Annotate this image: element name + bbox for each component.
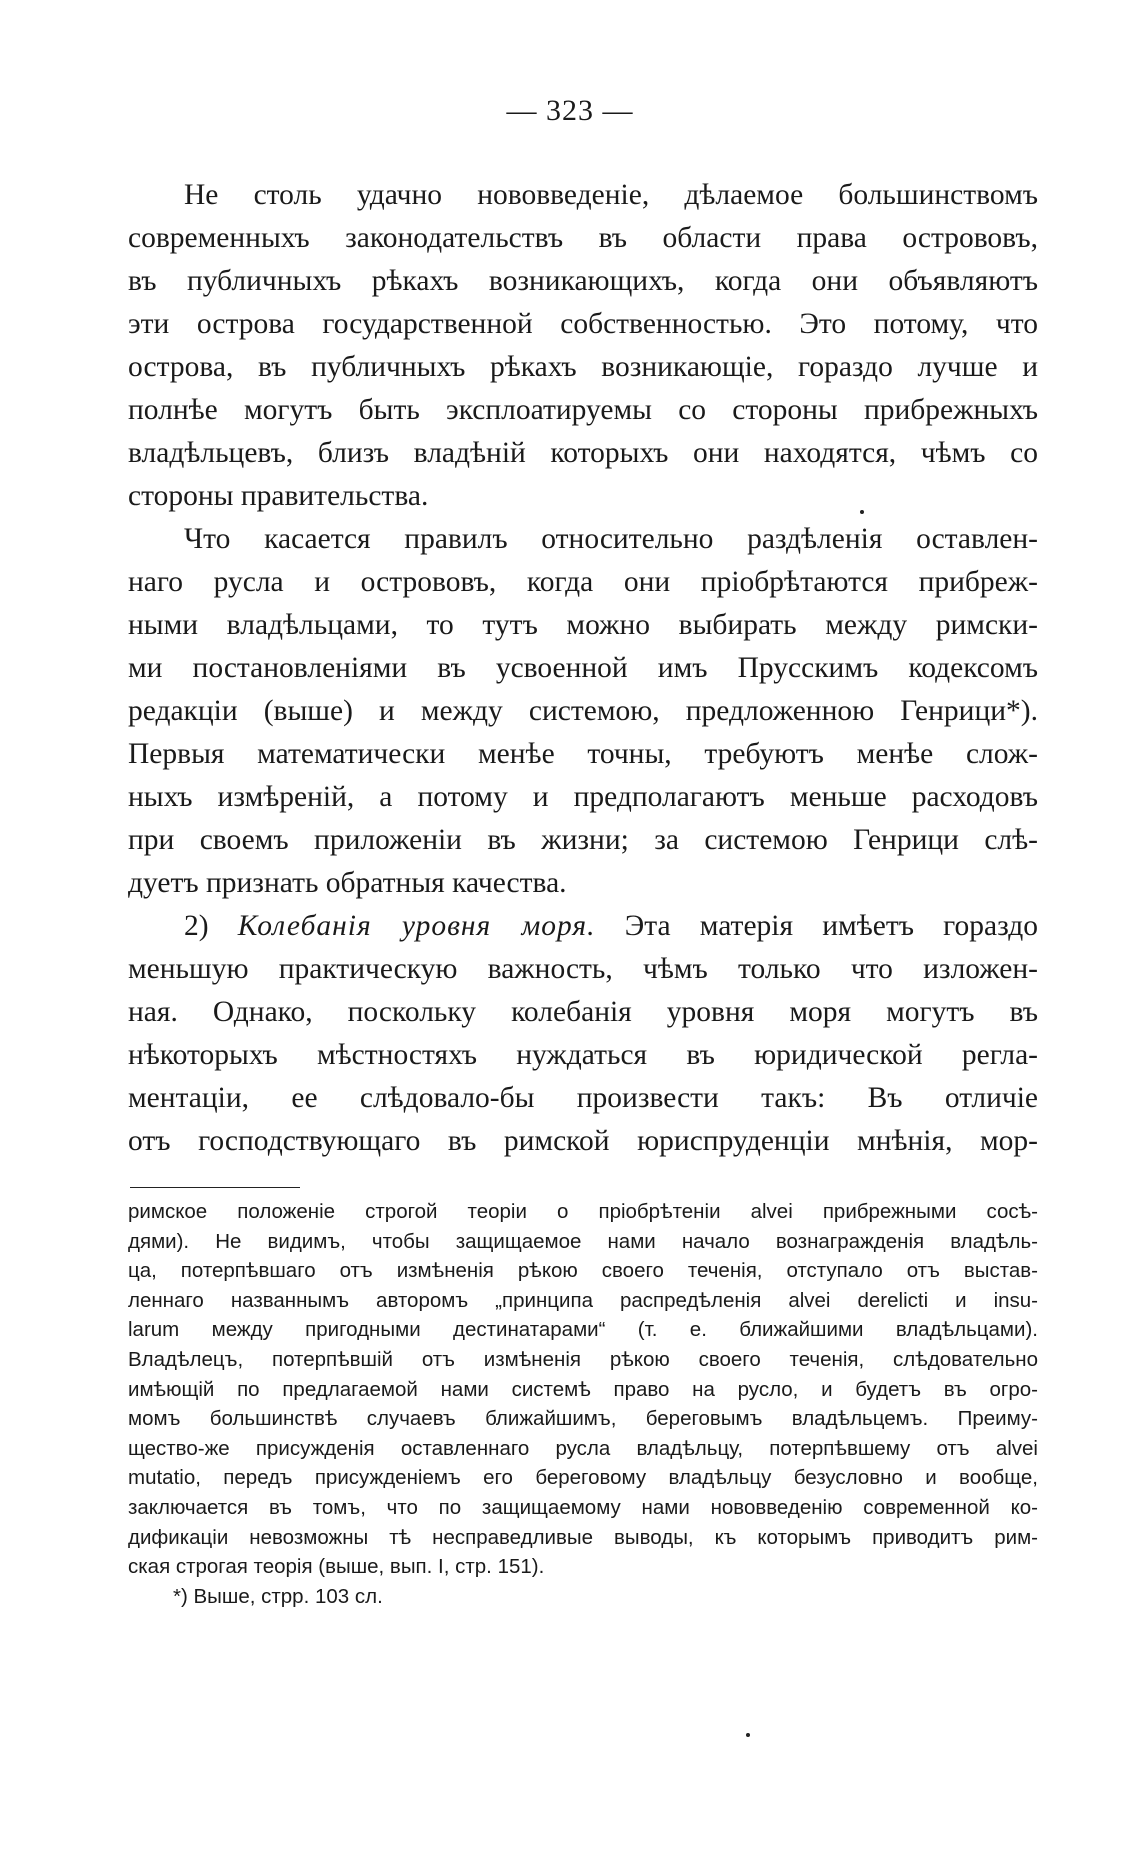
asterisk-footnote: *) Выше, стрр. 103 сл. [173,1584,383,1608]
footnote-line: ская строгая теорія (выше, вып. I, стр. 151). [128,1555,545,1579]
text-line: дуетъ признать обратныя качества. [128,867,567,899]
footnote-line: момъ большинствѣ случаевъ ближайшимъ, береговымъ владѣльцемъ. Преиму- [128,1407,1038,1431]
text-line: ментаціи, ее слѣдовало-бы произвести такъ: Въ отличіе [128,1082,1038,1114]
text-line: эти острова государственной собственностью. Это потому, что [128,308,1038,340]
text-line: полнѣе могутъ быть эксплоатируемы со стороны прибрежныхъ [128,394,1038,426]
footnote-line: имѣющій по предлагаемой нами системѣ право на русло, и будетъ въ огро- [128,1377,1038,1401]
main-text [128,174,1038,1163]
text-line: ныхъ измѣреній, а потому и предполагаютъ меньше расходовъ [128,781,1038,813]
text-line: Первыя математически менѣе точны, требуютъ менѣе слож- [128,738,1038,770]
page-number: — 323 — [506,94,634,127]
text-line: современныхъ законодательствъ въ области права острововъ, [128,222,1038,254]
footnote-line: mutatio, передъ присужденіемъ его береговому владѣльцу безусловно и вообще, [128,1466,1038,1490]
text-line: Не столь удачно нововведеніе, дѣлаемое большинствомъ [184,179,1038,211]
section-text: Эта матерія имѣетъ гораздо [624,910,1039,942]
section-number: 2) [184,910,209,942]
section-heading-line [128,905,1038,948]
footnote-line: дификаціи невозможны тѣ несправедливые выводы, къ которымъ приводитъ рим- [128,1525,1038,1549]
text-line: при своемъ приложеніи въ жизни; за системою Генрици слѣ- [128,824,1038,856]
footnote-line: заключается въ томъ, что по защищаемому нами нововведенію современной ко- [128,1495,1038,1519]
ink-speck [746,1733,750,1737]
text-line: острова, въ публичныхъ рѣкахъ возникающіе, гораздо лучше и [128,351,1038,383]
text-line: въ публичныхъ рѣкахъ возникающихъ, когда они объявляютъ [128,265,1038,297]
footnote-line: Владѣлецъ, потерпѣвшій отъ измѣненія рѣкою своего теченія, слѣдовательно [128,1347,1038,1371]
text-line: Что касается правилъ относительно раздѣленія оставлен- [184,523,1038,555]
text-line: владѣльцевъ, близъ владѣній которыхъ они находятся, чѣмъ со [128,437,1038,469]
text-line: редакціи (выше) и между системою, предложенною Генрици*). [128,695,1038,727]
text-line: наго русла и острововъ, когда они пріобрѣтаются прибреж- [128,566,1038,598]
footnote-line: римское положеніе строгой теоріи о пріобрѣтеніи alvei прибрежными сосѣ- [128,1200,1038,1223]
footnote-line: ца, потерпѣвшаго отъ измѣненія рѣкою своего теченія, отступало отъ выстав- [128,1259,1038,1283]
text-line: ми постановленіями въ усвоенной имъ Прусскимъ кодексомъ [128,652,1038,684]
footnote-divider [130,1187,300,1188]
text-line: ная. Однако, поскольку колебанія уровня моря могутъ въ [128,996,1038,1028]
text-line: отъ господствующаго въ римской юриспруденціи мнѣнія, мор- [128,1125,1038,1157]
footnote-line: дями). Не видимъ, чтобы защищаемое нами начало вознагражденія владѣль- [128,1229,1038,1253]
ink-speck [860,510,864,514]
section-title: Колебанія уровня моря. [237,910,596,942]
text-line: меньшую практическую важность, чѣмъ только что изложен- [128,953,1038,985]
text-line: стороны правительства. [128,480,429,512]
text-line: нѣкоторыхъ мѣстностяхъ нуждаться въ юридической регла- [128,1039,1038,1071]
footnote-line: леннаго названнымъ авторомъ „принципа распредѣленія alvei derelicti и insu- [128,1288,1038,1312]
footnote-line: larum между пригодными дестинатарами“ (т. е. ближайшими владѣльцами). [128,1318,1038,1342]
footnotes [128,1197,1038,1611]
footnote-line: щество-же присужденія оставленнаго русла владѣльцу, потерпѣвшему отъ alvei [128,1436,1038,1460]
text-line: ными владѣльцами, то тутъ можно выбирать между римски- [128,609,1038,641]
